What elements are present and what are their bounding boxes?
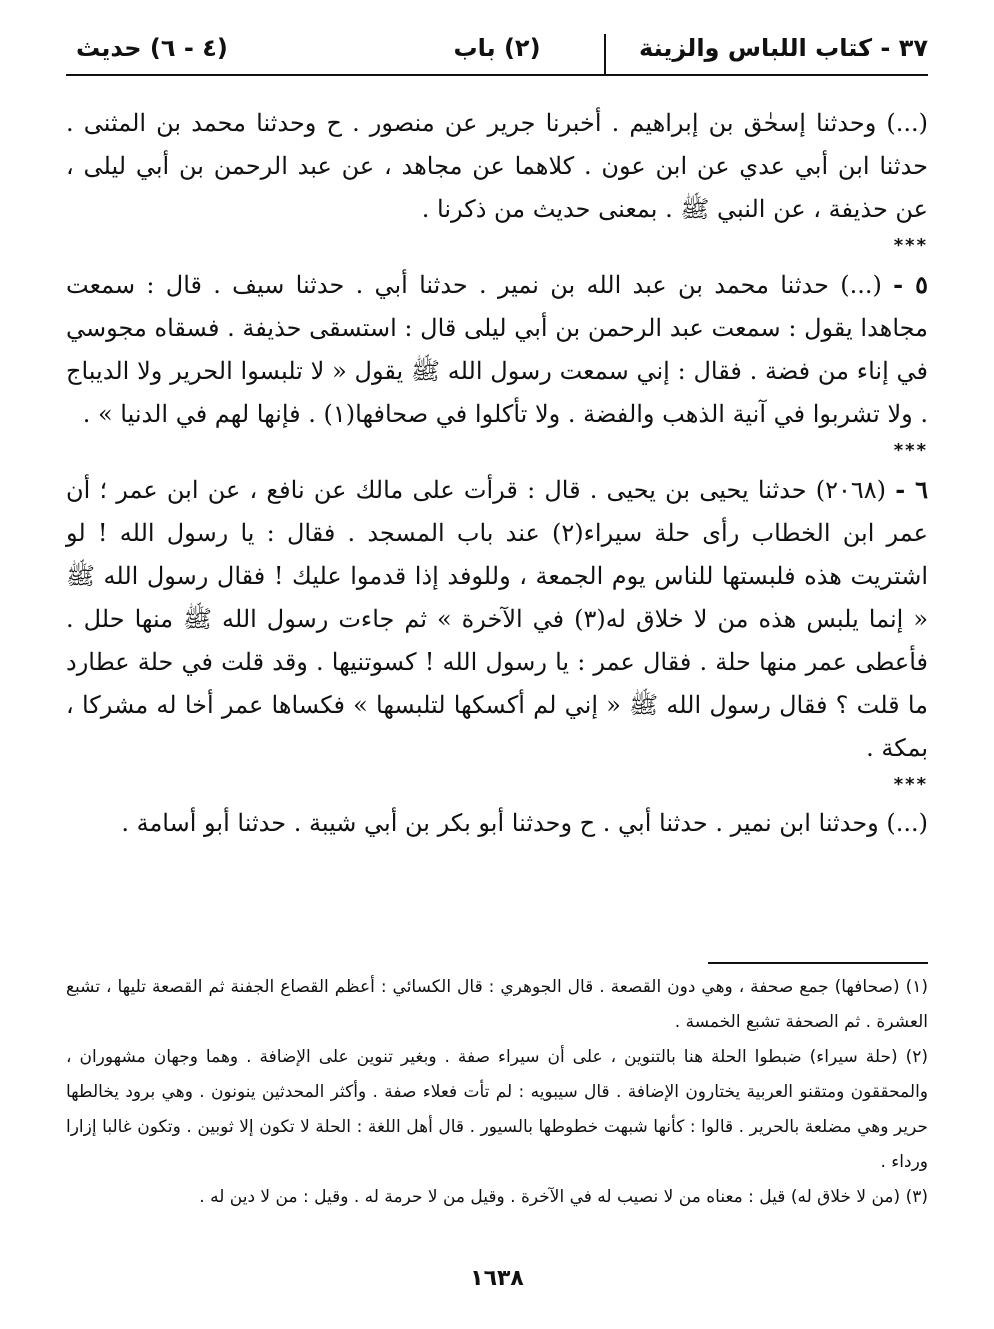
- header-hadith-range: (٤ - ٦) حديث: [76, 34, 228, 62]
- page-number: ١٦٣٨: [470, 1266, 524, 1291]
- hadith-paragraph: (...) وحدثنا إسحٰق بن إبراهيم . أخبرنا جرير عن منصور . ح وحدثنا محمد بن المثنى . حدثنا ابن أبي عدي عن ابن عون . كلاهما عن مجاهد ، عن عبد الرحمن بن أبي ليلى ، عن حذيفة ، عن النبي ﷺ . بمعنى حديث من ذكرنا .: [66, 109, 928, 223]
- footnote: (٣) (من لا خلاق له) قيل : معناه من لا نصيب له في الآخرة . وقيل من لا حرمة له . وقيل : من لا دين له .: [199, 1187, 928, 1207]
- footnote: (٢) (حلة سيراء) ضبطوا الحلة هنا بالتنوين ، على أن سيراء صفة . وبغير تنوين على الإضافة . وهما وجهان مشهوران ، والمحققون ومتقنو العربية يختارون الإضافة . قال سيبويه : لم تأت فعلاء صفة . وأكثر المحدثين ينونون . وهي برود يخالطها حرير وهي مضلعة بالحرير . قالوا : كأنها شبهت خطوطها بالسيور . قال أهل اللغة : الحلة لا تكون إلا ثوبين . وتكون غالبا إزارا ورداء .: [66, 1047, 928, 1172]
- hadith-paragraph: [66, 263, 928, 436]
- footnotes: [66, 970, 928, 1215]
- footnote-rule: [708, 962, 928, 964]
- hadith-paragraph: [66, 468, 928, 770]
- header-chapter: (٢) باب: [453, 34, 541, 62]
- section-separator: ***: [893, 774, 928, 795]
- header-rule: [66, 74, 928, 76]
- section-separator: ***: [893, 440, 928, 461]
- hadith-text: (٢٠٦٨) حدثنا يحيى بن يحيى . قال : قرأت على مالك عن نافع ، عن ابن عمر ؛ أن عمر ابن الخطاب رأى حلة سيراء(٢) عند باب المسجد . فقال : يا رسول الله ! لو اشتريت هذه فلبستها للناس يوم الجمعة ، وللوفد إذا قدموا عليك ! فقال رسول الله ﷺ « إنما يلبس هذه من لا خلاق له(٣) في الآخرة » ثم جاءت رسول الله ﷺ منها حلل . فأعطى عمر منها حلة . فقال عمر : يا رسول الله ! كسوتنيها . وقد قلت في حلة عطارد ما قلت ؟ فقال رسول الله ﷺ « إني لم أكسكها لتلبسها » فكساها عمر أخا له مشركا ، بمكة .: [66, 476, 929, 762]
- running-header: [66, 30, 928, 76]
- hadith-paragraph: (...) وحدثنا ابن نمير . حدثنا أبي . ح وحدثنا أبو بكر بن أبي شيبة . حدثنا أبو أسامة .: [121, 809, 928, 837]
- main-text: [66, 102, 928, 845]
- hadith-number: ٥ -: [893, 270, 928, 299]
- hadith-number: ٦ -: [895, 475, 928, 504]
- section-separator: ***: [893, 235, 928, 256]
- footnote: (١) (صحافها) جمع صحفة ، وهي دون القصعة . قال الجوهري : قال الكسائي : أعظم القصاع الجفنة ثم القصعة تليها ، تشبع العشرة . ثم الصحفة تشبع الخمسة .: [66, 977, 928, 1032]
- header-book-title: ٣٧ - كتاب اللباس والزينة: [639, 34, 928, 62]
- hadith-text: (...) حدثنا محمد بن عبد الله بن نمير . حدثنا أبي . حدثنا سيف . قال : سمعت مجاهدا يقول : سمعت عبد الرحمن بن أبي ليلى قال : استسقى حذيفة . فسقاه مجوسي في إناء من فضة . فقال : إني سمعت رسول الله ﷺ يقول « لا تلبسوا الحرير ولا الديباج . ولا تشربوا في آنية الذهب والفضة . ولا تأكلوا في صحافها(١) . فإنها لهم في الدنيا » .: [66, 271, 928, 428]
